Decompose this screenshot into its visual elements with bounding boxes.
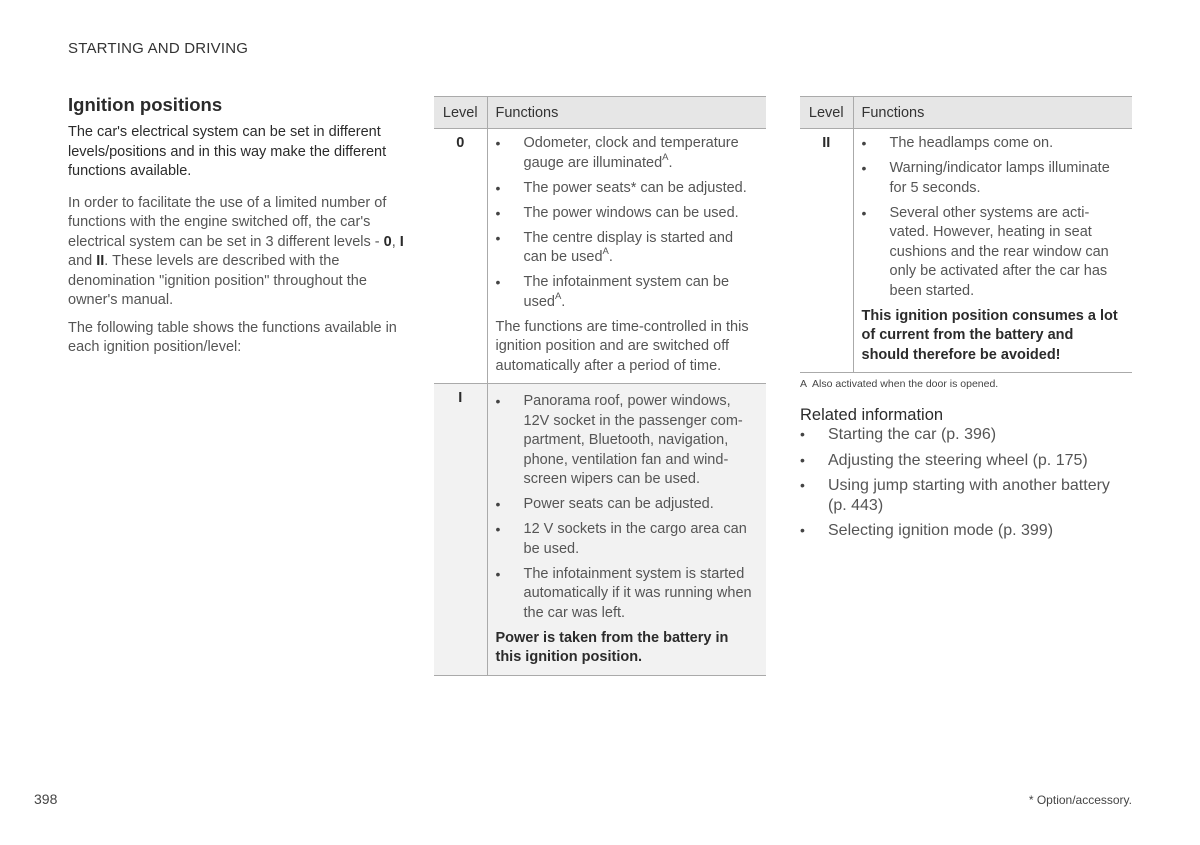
- table-header-row: [800, 97, 1132, 129]
- section-header: STARTING AND DRIVING: [68, 40, 249, 57]
- list-item: • Warning/indicator lamps illuminate for 5 seconds.: [862, 159, 1125, 198]
- ignition-table-2: [800, 96, 1132, 373]
- column-header-functions: Functions: [853, 97, 1132, 129]
- level-cell: 0: [434, 129, 487, 384]
- table-row-level-1: [434, 384, 766, 676]
- functions-cell: [487, 384, 766, 676]
- related-information: [800, 406, 1132, 547]
- footnote-label: A: [800, 378, 808, 390]
- page-title: Ignition positions: [68, 94, 223, 115]
- related-link[interactable]: • Adjusting the steering wheel (p. 175): [800, 451, 1132, 471]
- related-title: Related information: [800, 406, 944, 424]
- column-header-level: Level: [434, 97, 487, 129]
- level-0-label: 0: [383, 233, 392, 250]
- list-item: • The power windows can be used.: [496, 204, 759, 224]
- list-item: • The headlamps come on.: [862, 134, 1125, 154]
- item-end: .: [561, 293, 566, 310]
- functions-cell: [853, 129, 1132, 373]
- ignition-table-1: [434, 96, 766, 676]
- column-header-level: Level: [800, 97, 853, 129]
- level-cell: I: [434, 384, 487, 676]
- table-header-row: [434, 97, 766, 129]
- intro-lead: The car's electrical system can be set in different levels/positions and in this way make the different functions available.: [68, 124, 387, 179]
- list-item: [496, 134, 759, 173]
- time-control-note: The functions are time-controlled in this ignition position and are switched off automatically after a period of time.: [495, 318, 749, 374]
- intro-column: [68, 94, 404, 366]
- footnote-marker: A: [554, 290, 562, 302]
- item-end: .: [668, 154, 673, 171]
- list-item: • The infotainment system is started automatically if it was running when the car was left.: [496, 565, 759, 624]
- intro-paragraph-table: The following table shows the functions available in each ignition position/level:: [68, 319, 397, 355]
- column-header-functions: Functions: [487, 97, 766, 129]
- levels-sep-2: and: [68, 253, 97, 269]
- related-link[interactable]: • Selecting ignition mode (p. 399): [800, 521, 1132, 541]
- list-item: • Panorama roof, power windows, 12V socket in the passenger compartment, Bluetooth, navigation, phone, ventilation fan and windscreen wipers can be used.: [496, 392, 759, 490]
- level-1-label: I: [399, 233, 404, 250]
- table-footnote: [800, 378, 998, 390]
- functions-cell: [487, 129, 766, 384]
- battery-warning: Power is taken from the battery in this ignition position.: [495, 629, 729, 665]
- levels-sep-1: ,: [391, 233, 400, 250]
- item-end: .: [608, 249, 613, 265]
- function-list: [862, 134, 1125, 301]
- levels-text-start: In order to facilitate the use of a limited number of functions with the engine switched off, the car's electrical system can be set in 3 different levels -: [68, 194, 387, 250]
- battery-warning: This ignition position consumes a lot of current from the battery and should therefore be avoided!: [861, 307, 1118, 363]
- function-list: [496, 392, 759, 623]
- list-item: • The power seats* can be adjusted.: [496, 179, 759, 199]
- list-item: • Several other systems are activated. However, heating in seat cushions and the rear window can only be activated after the car has been started.: [862, 204, 1125, 302]
- page-number: 398: [34, 791, 58, 807]
- list-item: [496, 229, 759, 268]
- item-text: Odometer, clock and temperature gauge are illuminated: [523, 135, 739, 171]
- function-list: [496, 134, 759, 312]
- option-accessory-note: * Option/accessory.: [1028, 793, 1132, 807]
- item-text: The centre display is started and can be used: [523, 229, 734, 265]
- table-row-level-0: [434, 129, 766, 384]
- table-row-level-2: [800, 129, 1132, 373]
- footnote-marker: A: [662, 151, 669, 163]
- list-item: [496, 273, 759, 312]
- level-cell: II: [800, 129, 853, 373]
- levels-text-end: . These levels are described with the denomination "ignition position" throughout the owner's manual.: [68, 253, 367, 308]
- list-item: • 12 V sockets in the cargo area can be used.: [496, 520, 759, 559]
- item-text: The infotainment system can be used: [523, 274, 730, 310]
- related-list: [800, 425, 1132, 541]
- intro-paragraph-levels: [68, 194, 404, 311]
- list-item: • Power seats can be adjusted.: [496, 495, 759, 515]
- footnote-text: Also activated when the door is opened.: [812, 378, 999, 390]
- related-link[interactable]: • Starting the car (p. 396): [800, 425, 1132, 445]
- related-link[interactable]: • Using jump starting with another battery (p. 443): [800, 476, 1132, 515]
- footnote-marker: A: [602, 246, 609, 257]
- level-2-label: II: [96, 253, 105, 269]
